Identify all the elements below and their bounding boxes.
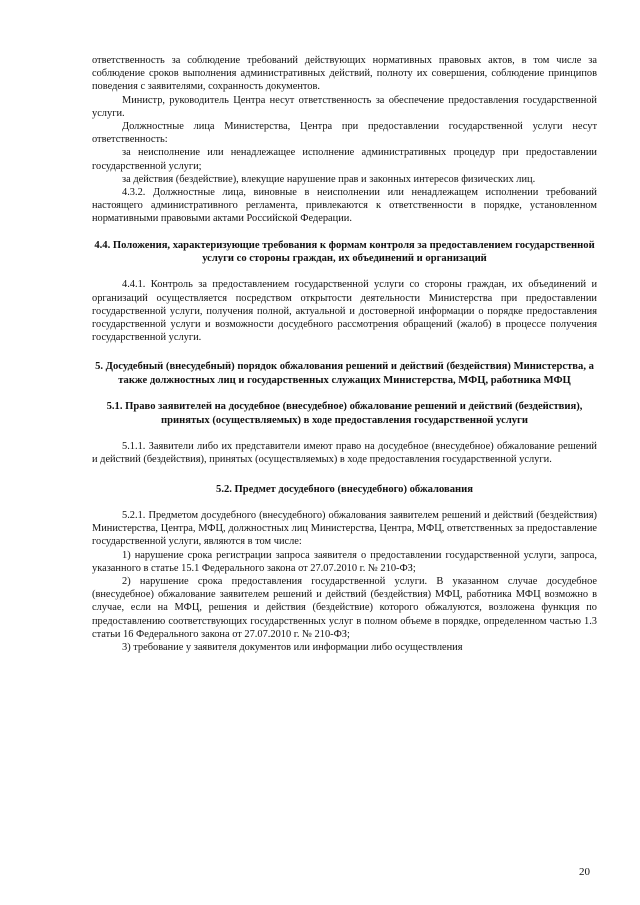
list-item: 1) нарушение срока регистрации запроса заявителя о предоставлении государственной услуги, запроса, указанного в статье 15.1 Федерального закона от 27.07.2010 г. № 210-ФЗ; bbox=[92, 549, 597, 574]
paragraph: Министр, руководитель Центра несут ответственность за обеспечение предоставления государственной услуги. bbox=[92, 94, 597, 119]
paragraph-4-4-1: 4.4.1. Контроль за предоставлением государственной услуги со стороны граждан, их объединений и организаций осуществляется посредством открытости деятельности Министерства при предоставлении государственной услуги, получения полной, актуальной и достоверной информации о порядке предоставления государственной услуги и возможности досудебного рассмотрения обращений (жалоб) в процессе получения государственной услуги. bbox=[92, 279, 597, 344]
list-item: 2) нарушение срока предоставления государственной услуги. В указанном случае досудебное (внесудебное) обжалование заявителем решений и действий (бездействия) МФЦ, работника МФЦ возможно в случае, если на МФЦ, решения и действия (бездействие) которого обжалуются, возложена функция по предоставлению соответствующих государственных услуг в полном объеме в порядке, определенном частью 1.3 статьи 16 Федерального закона от 27.07.2010 г. № 210-ФЗ; bbox=[92, 575, 597, 640]
paragraph-5-1-1: 5.1.1. Заявители либо их представители имеют право на досудебное (внесудебное) обжалование решений и действий (бездействия), принятых (осуществляемых) в ходе предоставления государственной услуги. bbox=[92, 441, 597, 466]
heading-4-4: 4.4. Положения, характеризующие требования к формам контроля за предоставлением государственной услуги со стороны граждан, их объединений и организаций bbox=[94, 239, 595, 265]
paragraph: 4.3.2. Должностные лица, виновные в неисполнении или ненадлежащем исполнении требований настоящего административного регламента, привлекаются к ответственности в порядке, установленном нормативными правовыми актами Российской Федерации. bbox=[92, 187, 597, 225]
heading-5-1: 5.1. Право заявителей на досудебное (внесудебное) обжалование решений и действий (бездействия), принятых (осуществляемых) в ходе предоставления государственной услуги bbox=[106, 401, 583, 426]
list-item: 3) требование у заявителя документов или информации либо осуществления bbox=[122, 641, 463, 653]
paragraph: за неисполнение или ненадлежащее исполнение административных процедур при предоставлении государственной услуги; bbox=[92, 147, 597, 172]
text-body bbox=[92, 54, 597, 654]
heading-5-2: 5.2. Предмет досудебного (внесудебного) обжалования bbox=[216, 483, 473, 495]
page-number: 20 bbox=[579, 866, 590, 878]
paragraph-5-2-1: 5.2.1. Предметом досудебного (внесудебного) обжалования заявителем решений и действий (бездействия) Министерства, Центра, МФЦ, должностных лиц Министерства, Центра, МФЦ, ответственных за предоставление государственной услуги, являются в том числе: bbox=[92, 509, 597, 548]
heading-5: 5. Досудебный (внесудебный) порядок обжалования решений и действий (бездействия) Министерства, а также должностных лиц и государственных служащих Министерства, МФЦ, работника МФЦ bbox=[95, 361, 594, 386]
paragraph: за действия (бездействие), влекущие нарушение прав и законных интересов физических лиц. bbox=[122, 173, 536, 185]
paragraph: ответственность за соблюдение требований действующих нормативных правовых актов, в том числе за соблюдение сроков выполнения административных действий, полноту их совершения, соблюдение принципов поведения с заявителями, сохранность документов. bbox=[92, 55, 597, 93]
paragraph: Должностные лица Министерства, Центра при предоставлении государственной услуги несут ответственность: bbox=[92, 121, 597, 146]
